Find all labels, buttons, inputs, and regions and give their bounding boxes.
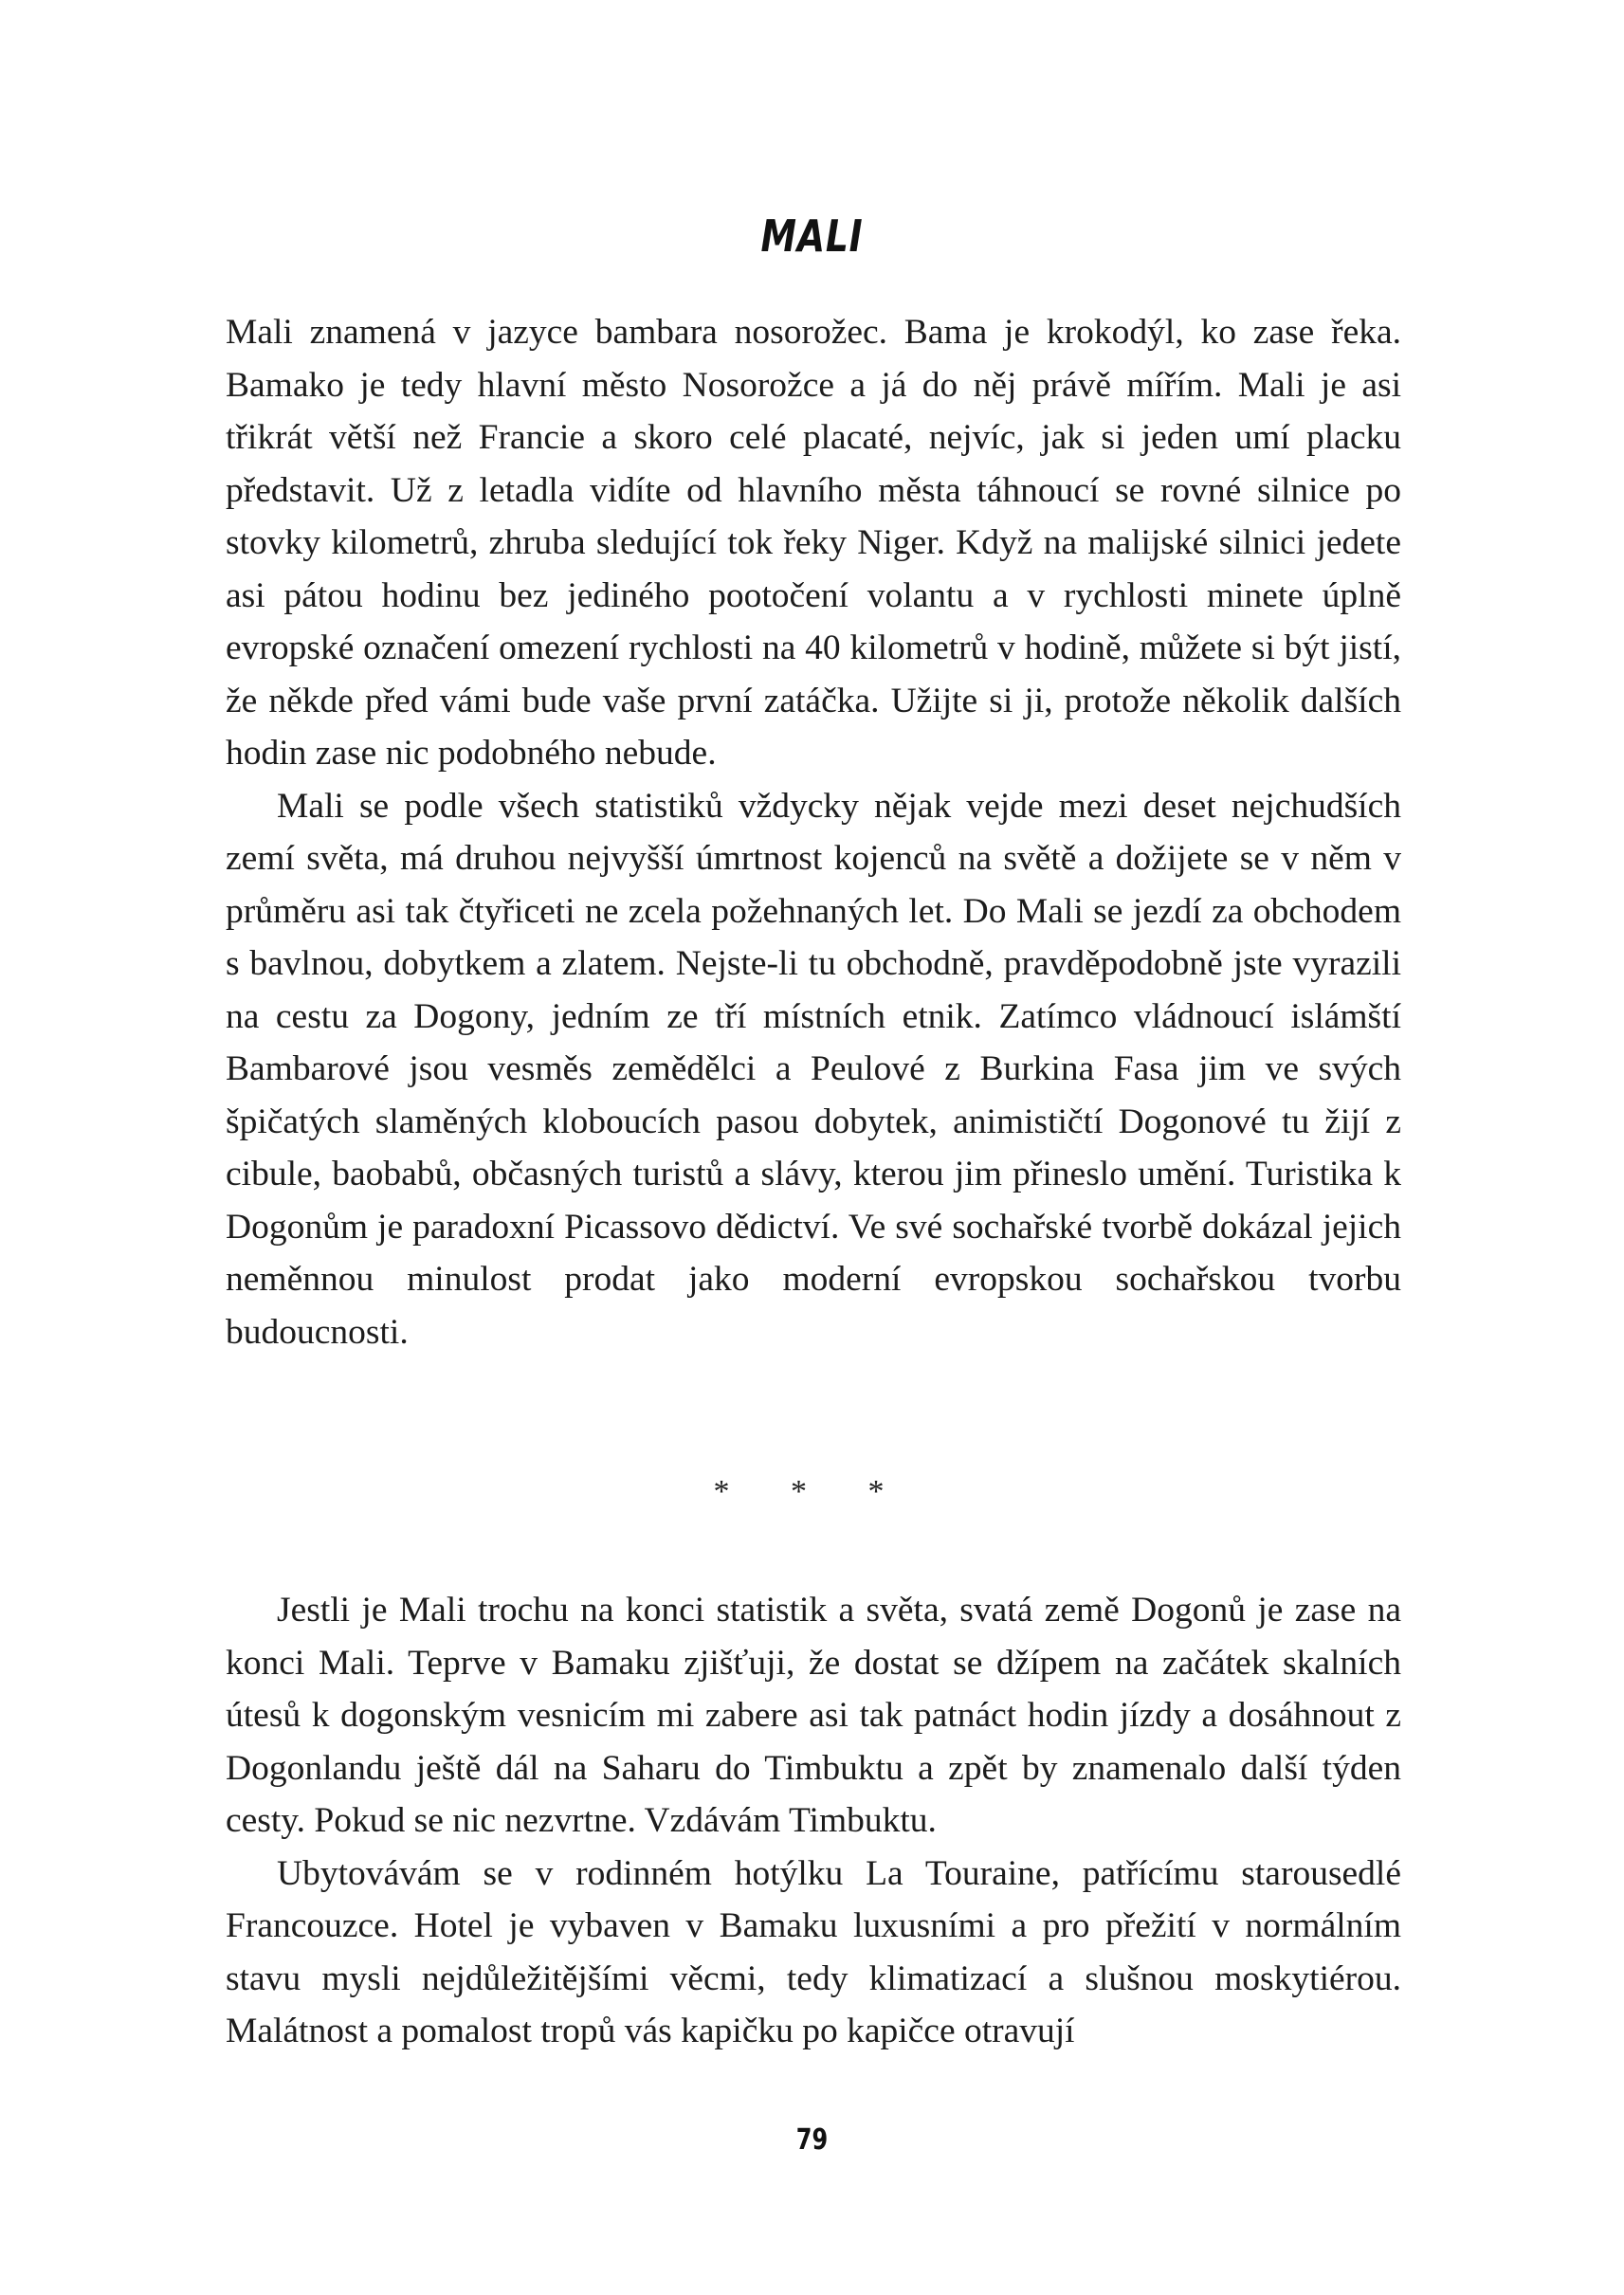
page-number: 79 (795, 2123, 829, 2157)
body-text-section-1 (226, 306, 1401, 1358)
paragraph: Mali se podle všech statistiků vždycky nějak vejde mezi deset nejchudších zemí světa, má druhou nejvyšší úmrtnost kojenců na světě a dožijete se v něm v průměru asi tak čtyřiceti ne zcela požehnaných let. Do Mali se jezdí za obchodem s bavlnou, dobytkem a zlatem. Nejste-li tu obchodně, pravděpodobně jste vyrazili na cestu za Dogony, jedním ze tří místních etnik. Zatímco vládnoucí islámští Bambarové jsou vesměs zemědělci a Peulové z Burkina Fasa jim ve svých špičatých slaměných kloboucích pasou dobytek, animističtí Dogonové tu žijí z cibule, baobabů, občasných turistů a slávy, kterou jim přineslo umění. Turistika k Dogonům je paradoxní Picassovo dědictví. Ve své sochařské tvorbě dokázal jejich neměnnou minulost prodat jako moderní evropskou sochařskou tvorbu budoucnosti. (226, 786, 1401, 1352)
chapter-title: MALI (760, 210, 864, 262)
paragraph: Ubytovávám se v rodinném hotýlku La Touraine, patřícímu starousedlé Francouzce. Hotel je vybaven v Bamaku luxusními a pro přežití v normálním stavu mysli nejdůležitějšími věcmi, tedy klimatizací a slušnou moskytiérou. Malátnost a pomalost tropů vás kapičku po kapičce otravují (226, 1853, 1401, 2050)
section-separator: * * * (713, 1474, 911, 1509)
paragraph: Mali znamená v jazyce bambara nosorožec. Bama je krokodýl, ko zase řeka. Bamako je tedy hlavní město Nosorožce a já do něj právě mířím. Mali je asi třikrát větší než Francie a skoro celé placaté, nejvíc, jak si jeden umí placku představit. Už z letadla vidíte od hlavního města táhnoucí se rovné silnice po stovky kilometrů, zhruba sledující tok řeky Niger. Když na malijské silnici jedete asi pátou hodinu bez jediného pootočení volantu a v rychlosti minete úplně evropské označení omezení rychlosti na 40 kilometrů v hodině, můžete si být jistí, že někde před vámi bude vaše první zatáčka. Užijte si ji, protože několik dalších hodin zase nic podobného nebude. (226, 313, 1401, 773)
paragraph: Jestli je Mali trochu na konci statistik a světa, svatá země Dogonů je zase na konci Mali. Teprve v Bamaku zjišťuji, že dostat se džípem na začátek skalních útesů k dogonským vesnicím mi zabere asi tak patnáct hodin jízdy a dosáhnout z Dogonlandu ještě dál na Saharu do Timbuktu a zpět by znamenalo další týden cesty. Pokud se nic nezvrtne. Vzdávám Timbuktu. (226, 1591, 1401, 1840)
body-text-section-2 (226, 1584, 1401, 2058)
